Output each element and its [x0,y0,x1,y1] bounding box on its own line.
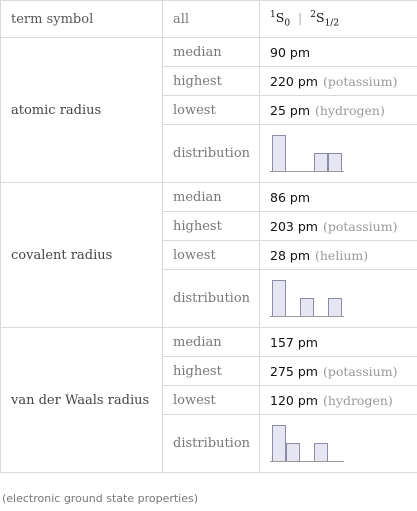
stat-value: 120 pm (hydrogen) [260,386,417,415]
element-note: (potassium) [322,363,398,379]
stat-label: distribution [163,415,260,473]
term-symbol-2: $^2S_{1/2}$ [310,9,340,29]
distribution-cell [260,125,417,183]
property-name-atomic-radius: atomic radius [1,38,163,183]
histogram-bar [301,298,314,316]
footer-note: (electronic ground state properties) [2,492,199,505]
stat-value: 275 pm (potassium) [260,357,417,386]
property-name-covalent-radius: covalent radius [1,183,163,328]
table-row [1,183,417,212]
histogram-bar [287,443,300,461]
histogram-bar [273,280,286,316]
stat-label: highest [163,212,260,241]
term-symbol-1: $^1S_0$ [270,9,291,29]
header-term-symbol: term symbol [1,1,163,38]
property-name-van-der-waals-radius: van der Waals radius [1,328,163,473]
distribution-histogram [270,421,350,467]
table-row [1,328,417,357]
distribution-cell [260,415,417,473]
distribution-cell [260,270,417,328]
stat-label: lowest [163,96,260,125]
header-term-symbols [260,1,417,38]
element-note: (hydrogen) [322,392,393,408]
stat-value: 86 pm [260,183,417,212]
stat-value: 220 pm (potassium) [260,67,417,96]
element-note: (potassium) [322,73,398,89]
stat-label: median [163,328,260,357]
stat-label: distribution [163,125,260,183]
element-note: (hydrogen) [315,102,385,118]
stat-label: median [163,183,260,212]
histogram-bar [273,425,286,461]
histogram-bar [315,153,328,171]
histogram-bar [329,153,342,171]
stat-value: 28 pm (helium) [260,241,417,270]
stat-label: highest [163,357,260,386]
stat-label: distribution [163,270,260,328]
stat-value: 203 pm (potassium) [260,212,417,241]
histogram-bar [329,298,342,316]
histogram-bar [273,135,286,171]
header-row [1,1,417,38]
distribution-histogram [270,276,350,322]
stat-value: 90 pm [260,38,417,67]
stat-label: lowest [163,241,260,270]
stat-value: 157 pm [260,328,417,357]
stat-label: lowest [163,386,260,415]
distribution-histogram [270,131,350,177]
stat-label: highest [163,67,260,96]
header-all: all [163,1,260,38]
element-note: (potassium) [322,218,398,234]
stat-value: 25 pm (hydrogen) [260,96,417,125]
stat-label: median [163,38,260,67]
element-note: (helium) [315,247,369,263]
term-separator: | [298,9,303,25]
histogram-bar [315,443,328,461]
table-row [1,38,417,67]
